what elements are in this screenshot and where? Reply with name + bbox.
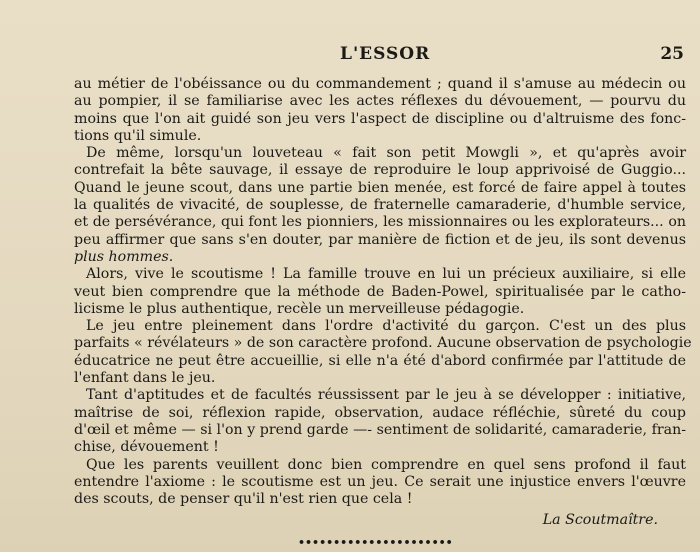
text-line: Que les parents veuillent donc bien comprendre en quel sens profond il faut bbox=[86, 456, 686, 473]
signature: La Scoutmaître. bbox=[542, 512, 658, 529]
body-text bbox=[74, 76, 692, 530]
text-line: licisme le plus authentique, recèle un merveilleuse pédagogie. bbox=[74, 300, 525, 317]
text-line: plus hommes. bbox=[74, 248, 174, 265]
text-line: d'œil et même — si l'on y prend garde —- sentiment de solidarité, camaraderie, fran- bbox=[74, 421, 686, 438]
text-line: parfaits « révélateurs » de son caractère profond. Aucune observation de psychologie bbox=[74, 335, 692, 352]
page-number: 25 bbox=[660, 44, 684, 64]
text-line: entendre l'axiome : le scoutisme est un jeu. Ce serait une injustice envers l'œuvre bbox=[74, 473, 686, 490]
text-line: au pompier, il se familiarise avec les actes réflexes du dévouement, — pourvu du bbox=[74, 93, 686, 110]
text-line: maîtrise de soi, réflexion rapide, observation, audace réfléchie, sûreté du coup bbox=[74, 404, 686, 421]
text-line: tions qu'il simule. bbox=[74, 127, 202, 144]
text-line: veut bien comprendre que la méthode de Baden-Powel, spiritualisée par le catho- bbox=[74, 283, 686, 300]
text-line: peu affirmer que sans s'en douter, par manière de fiction et de jeu, ils sont devenus bbox=[74, 231, 686, 248]
text-line: chise, dévouement ! bbox=[74, 439, 219, 456]
text-line: éducatrice ne peut être accueillie, si elle n'a été d'abord confirmée par l'attitude de bbox=[74, 352, 686, 369]
text-line: et de persévérance, qui font les pionniers, les missionnaires ou les explorateurs... on bbox=[74, 214, 686, 231]
text-line: moins que l'on ait guidé son jeu vers l'aspect de discipline ou d'altruisme des fonc- bbox=[74, 110, 686, 127]
text-line: des scouts, de penser qu'il n'est rien que cela ! bbox=[74, 491, 413, 508]
text-line: Quand le jeune scout, dans une partie bien menée, est forcé de faire appel à toutes bbox=[74, 179, 686, 196]
text-line: Le jeu entre pleinement dans l'ordre d'activité du garçon. C'est un des plus bbox=[86, 318, 686, 335]
running-title: L'ESSOR bbox=[340, 44, 431, 64]
text-line: au métier de l'obéissance ou du commandement ; quand il s'amuse au médecin ou bbox=[74, 76, 686, 92]
separator-dots: •••••••••••••••••••••• bbox=[298, 536, 453, 549]
text-line: Alors, vive le scoutisme ! La famille trouve en lui un précieux auxiliaire, si elle bbox=[86, 266, 686, 283]
page-header bbox=[0, 44, 700, 68]
text-line: l'enfant dans le jeu. bbox=[74, 370, 216, 387]
text-line: contrefait la bête sauvage, il essaye de reproduire le loup apprivoisé de Guggio... bbox=[74, 162, 686, 179]
text-line: Tant d'aptitudes et de facultés réussissent par le jeu à se développer : initiative, bbox=[86, 387, 686, 404]
text-line: la qualités de vivacité, de souplesse, de fraternelle camaraderie, d'humble service, bbox=[74, 197, 686, 214]
text-line: De même, lorsqu'un louveteau « fait son petit Mowgli », et qu'après avoir bbox=[86, 145, 686, 162]
